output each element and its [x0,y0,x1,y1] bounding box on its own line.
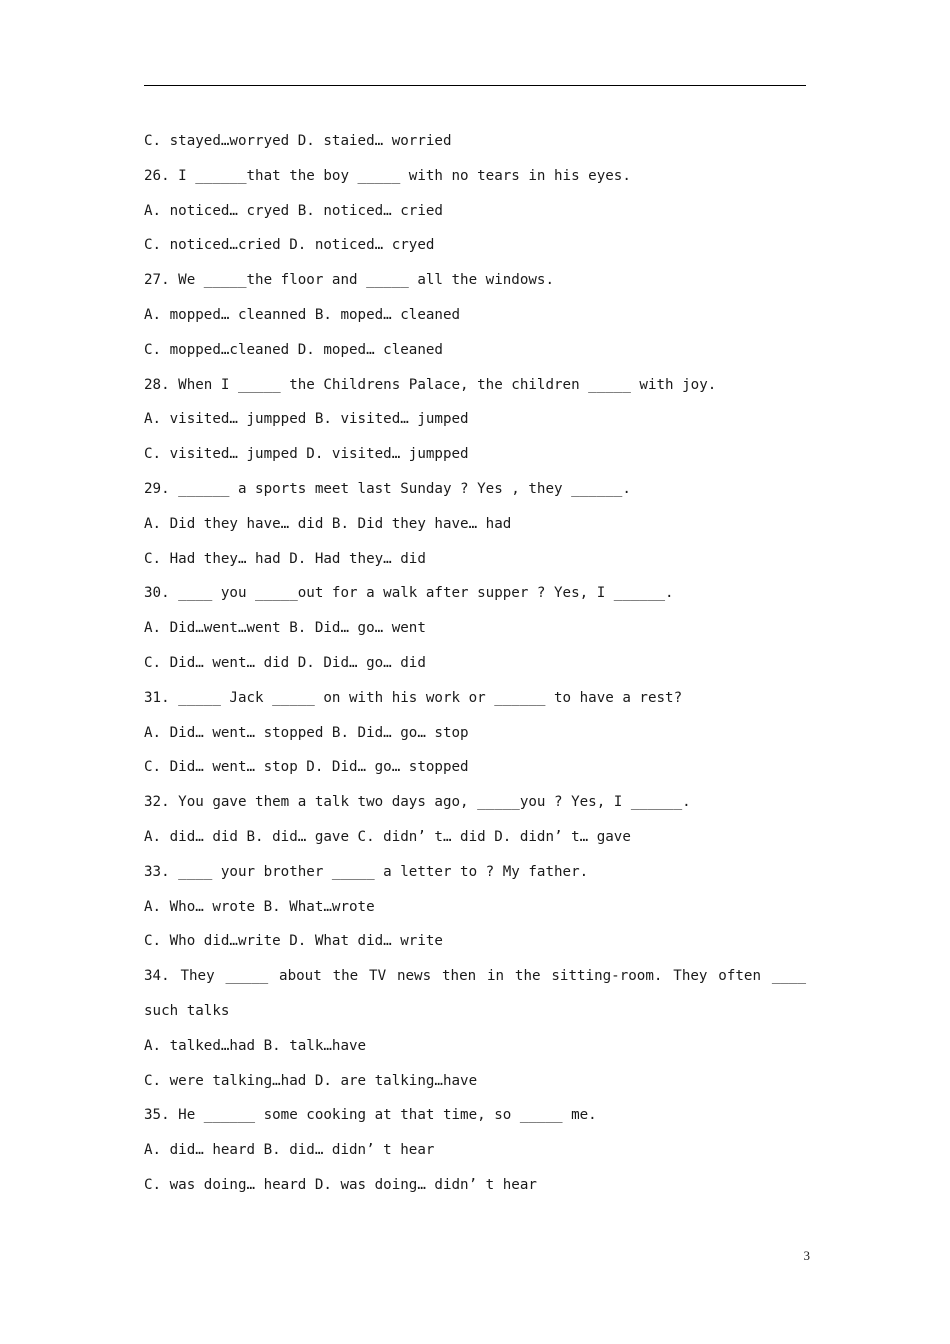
options-line: C. was doing… heard D. was doing… didn’ t hear [144,1176,537,1193]
options-line: A. did… heard B. did… didn’ t hear [144,1142,435,1159]
options-line: C. were talking…had D. are talking…have [144,1072,478,1089]
question-32: 32. You gave them a talk two days ago, _____you ? Yes, I ______. [144,794,691,811]
options-line: A. Did they have… did B. Did they have… had [144,515,512,532]
options-line: C. Did… went… did D. Did… go… did [144,654,426,671]
options-line: C. mopped…cleaned D. moped… cleaned [144,341,443,358]
question-27: 27. We _____the floor and _____ all the windows. [144,272,554,289]
header-rule [144,85,806,86]
options-line: C. visited… jumped D. visited… jumpped [144,446,469,463]
options-line: C. noticed…cried D. noticed… cryed [144,237,435,254]
options-line: C. Who did…write D. What did… write [144,933,443,950]
question-34: 34. They _____ about the TV news then in the sitting-room. They often ____ such talks [144,968,806,1019]
document-body [144,124,806,1203]
question-31: 31. _____ Jack _____ on with his work or ______ to have a rest? [144,689,683,706]
question-35: 35. He ______ some cooking at that time, so _____ me. [144,1107,597,1124]
question-29: 29. ______ a sports meet last Sunday ? Yes , they ______. [144,480,631,497]
options-line: A. Did…went…went B. Did… go… went [144,620,426,637]
options-line: A. Who… wrote B. What…wrote [144,898,375,915]
text-line: C. stayed…worryed D. staied… worried [144,133,452,149]
options-line: A. Did… went… stopped B. Did… go… stop [144,724,469,741]
options-line: A. noticed… cryed B. noticed… cried [144,202,443,219]
question-26: 26. I ______that the boy _____ with no tears in his eyes. [144,167,631,184]
options-line: C. Did… went… stop D. Did… go… stopped [144,759,469,776]
options-line: A. did… did B. did… gave C. didn’ t… did D. didn’ t… gave [144,828,631,845]
page-number: 3 [803,1248,810,1263]
options-line: A. visited… jumpped B. visited… jumped [144,411,469,428]
options-line: A. talked…had B. talk…have [144,1037,367,1054]
options-line: C. Had they… had D. Had they… did [144,550,426,567]
options-line: A. mopped… cleanned B. moped… cleaned [144,306,461,323]
question-28: 28. When I _____ the Childrens Palace, the children _____ with joy. [144,376,717,393]
question-30: 30. ____ you _____out for a walk after supper ? Yes, I ______. [144,585,674,602]
question-33: 33. ____ your brother _____ a letter to ? My father. [144,863,589,880]
